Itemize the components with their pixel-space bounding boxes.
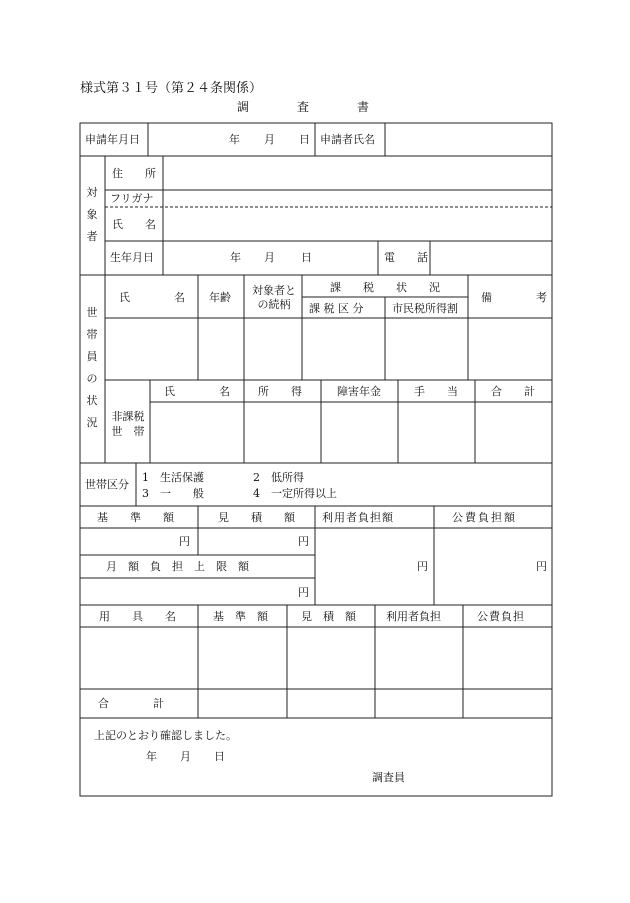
base-amount-yen: 円 xyxy=(179,535,190,548)
birth-month-label: 月 xyxy=(264,251,275,264)
base-amount-header: 基 準 額 xyxy=(97,511,174,524)
items-total-label: 合 計 xyxy=(98,697,164,710)
monthly-cap-header: 月 額 負 担 上 限 額 xyxy=(106,560,249,573)
birth-date-label: 生年月日 xyxy=(110,251,154,264)
nt-allowance-header: 手 当 xyxy=(414,385,458,398)
tax-class-header: 課 税 区 分 xyxy=(309,302,364,315)
item-public-burden-header: 公費負担 xyxy=(477,610,525,623)
city-tax-header: 市民税所得割 xyxy=(392,302,458,315)
non-taxable-household-label: 非課税世 帯 xyxy=(111,410,145,438)
confirmation-year-label: 年 xyxy=(146,750,157,763)
address-label: 住 所 xyxy=(112,167,156,180)
household-class-label: 世帯区分 xyxy=(85,478,129,491)
public-burden-yen: 円 xyxy=(536,560,547,573)
item-name-header: 用 具 名 xyxy=(99,610,176,623)
item-base-header: 基 準 額 xyxy=(213,610,268,623)
applicant-name-label: 申請者氏名 xyxy=(320,133,375,146)
confirmation-day-label: 日 xyxy=(214,750,225,763)
age-header: 年齢 xyxy=(209,291,231,304)
remarks-header: 備 考 xyxy=(481,291,547,304)
application-date-label: 申請年月日 xyxy=(85,133,140,146)
birth-day-label: 日 xyxy=(301,251,312,264)
household-class-option-3: 3 一 般 xyxy=(142,487,204,500)
form-title: 調 査 書 xyxy=(237,100,370,114)
user-burden-header: 利用者負担額 xyxy=(322,511,394,524)
application-year-label: 年 xyxy=(229,133,240,146)
household-name-header: 氏 名 xyxy=(119,291,185,304)
subject-name-label: 氏 名 xyxy=(112,218,156,231)
application-month-label: 月 xyxy=(264,133,275,146)
nt-income-header: 所 得 xyxy=(258,385,302,398)
nt-total-header: 合 計 xyxy=(491,385,535,398)
household-label: 世帯員の状況 xyxy=(86,306,98,429)
household-class-option-2: 2 低所得 xyxy=(253,471,304,484)
estimate-amount-header: 見 積 額 xyxy=(218,511,295,524)
phone-label: 電 話 xyxy=(384,251,428,264)
monthly-cap-yen: 円 xyxy=(298,586,309,599)
investigator-label: 調査員 xyxy=(372,771,405,784)
tax-status-header: 課 税 状 況 xyxy=(330,281,440,294)
public-burden-header: 公費負担額 xyxy=(452,511,517,524)
confirmation-month-label: 月 xyxy=(180,750,191,763)
birth-year-label: 年 xyxy=(230,251,241,264)
form-number: 様式第３１号（第２４条関係） xyxy=(80,81,263,96)
household-class-option-1: 1 生活保護 xyxy=(142,471,204,484)
confirmation-text: 上記のとおり確認しました。 xyxy=(94,729,237,742)
furigana-label: フリガナ xyxy=(110,192,154,205)
subject-label: 対象者 xyxy=(86,186,98,243)
nt-pension-header: 障害年金 xyxy=(337,385,381,398)
user-burden-yen: 円 xyxy=(417,560,428,573)
relation-header: 対象者との続柄 xyxy=(252,284,296,311)
application-day-label: 日 xyxy=(299,133,310,146)
estimate-amount-yen: 円 xyxy=(298,535,309,548)
nt-name-header: 氏 名 xyxy=(164,385,230,398)
item-user-burden-header: 利用者負担 xyxy=(386,610,441,623)
household-class-option-4: 4 一定所得以上 xyxy=(253,487,337,500)
item-estimate-header: 見 積 額 xyxy=(301,610,356,623)
